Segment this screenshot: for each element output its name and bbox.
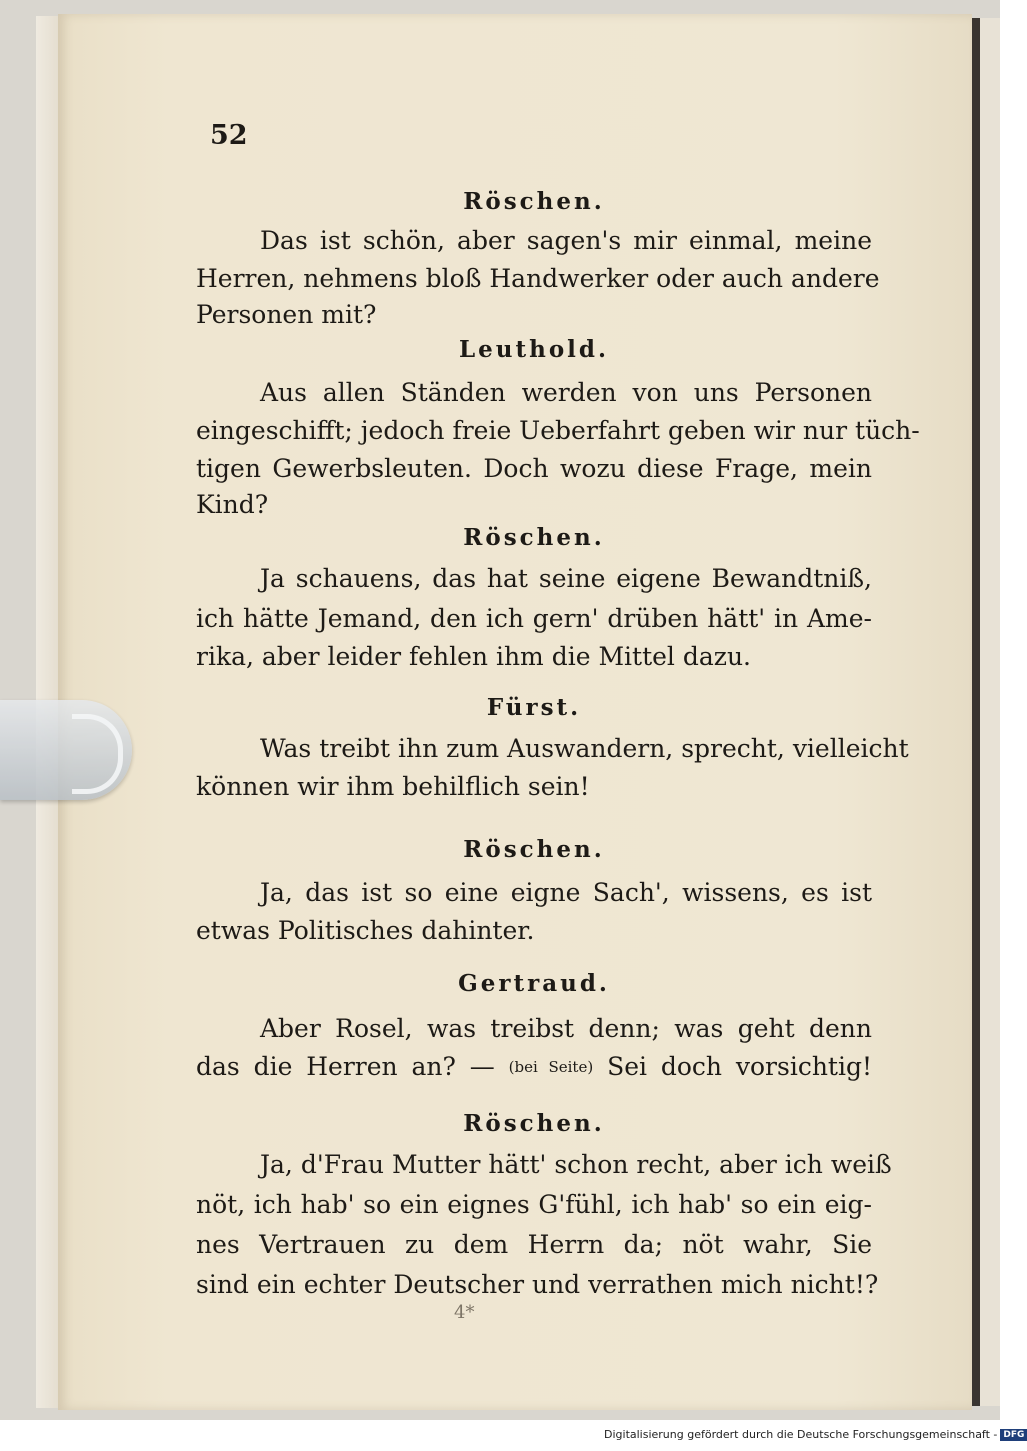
book-binding-edge	[972, 18, 980, 1406]
text-line-with-aside	[196, 1050, 872, 1084]
text-line: eingeschifft; jedoch freie Ueberfahrt geben wir nur tüch-	[196, 416, 920, 445]
text-line: Personen mit?	[196, 300, 377, 329]
digitization-credit	[604, 1428, 1025, 1448]
next-page-edge	[980, 18, 1000, 1406]
text-line: Ja schauens, das hat seine eigene Bewandtniß,	[260, 564, 872, 593]
text-line: Herren, nehmens bloß Handwerker oder auch andere	[196, 264, 880, 293]
dfg-logo: DFG	[1000, 1429, 1027, 1441]
text-line: tigen Gewerbsleuten. Doch wozu diese Frage, mein	[196, 454, 872, 483]
page-number: 52	[210, 120, 248, 151]
text-segment: das die Herren an? —	[196, 1052, 495, 1081]
signature-mark: 4*	[454, 1302, 475, 1323]
speaker-name: Röschen.	[463, 524, 605, 551]
speaker-name: Röschen.	[463, 1110, 605, 1137]
speaker-name: Röschen.	[463, 188, 605, 215]
text-line: nes Vertrauen zu dem Herrn da; nöt wahr, Sie	[196, 1230, 872, 1259]
text-line: rika, aber leider fehlen ihm die Mittel dazu.	[196, 642, 752, 671]
text-line: Kind?	[196, 490, 269, 519]
text-line: etwas Politisches dahinter.	[196, 916, 535, 945]
stage-direction: (bei Seite)	[508, 1058, 594, 1076]
speaker-name: Leuthold.	[458, 336, 610, 363]
text-line: ich hätte Jemand, den ich gern' drüben hätt' in Ame-	[196, 604, 872, 633]
text-line: Aus allen Ständen werden von uns Personen	[260, 378, 872, 407]
text-line: Was treibt ihn zum Auswandern, sprecht, vielleicht	[260, 734, 909, 763]
text-line: können wir ihm behilflich sein!	[196, 772, 590, 801]
speaker-name: Röschen.	[463, 836, 605, 863]
text-line: Das ist schön, aber sagen's mir einmal, meine	[260, 226, 872, 255]
speaker-name: Fürst.	[486, 694, 582, 721]
text-line: nöt, ich hab' so ein eignes G'fühl, ich hab' so ein eig-	[196, 1190, 872, 1219]
speaker-name: Gertraud.	[458, 970, 610, 997]
text-line: Ja, d'Frau Mutter hätt' schon recht, aber ich weiß	[260, 1150, 892, 1179]
text-segment: Sei doch vorsichtig!	[607, 1052, 873, 1081]
text-line: Aber Rosel, was treibst denn; was geht denn	[260, 1014, 872, 1043]
credit-text: Digitalisierung gefördert durch die Deutsche Forschungsgemeinschaft -	[604, 1428, 998, 1441]
text-line: sind ein echter Deutscher und verrathen mich nicht!?	[196, 1270, 879, 1299]
text-line: Ja, das ist so eine eigne Sach', wissens, es ist	[260, 878, 872, 907]
